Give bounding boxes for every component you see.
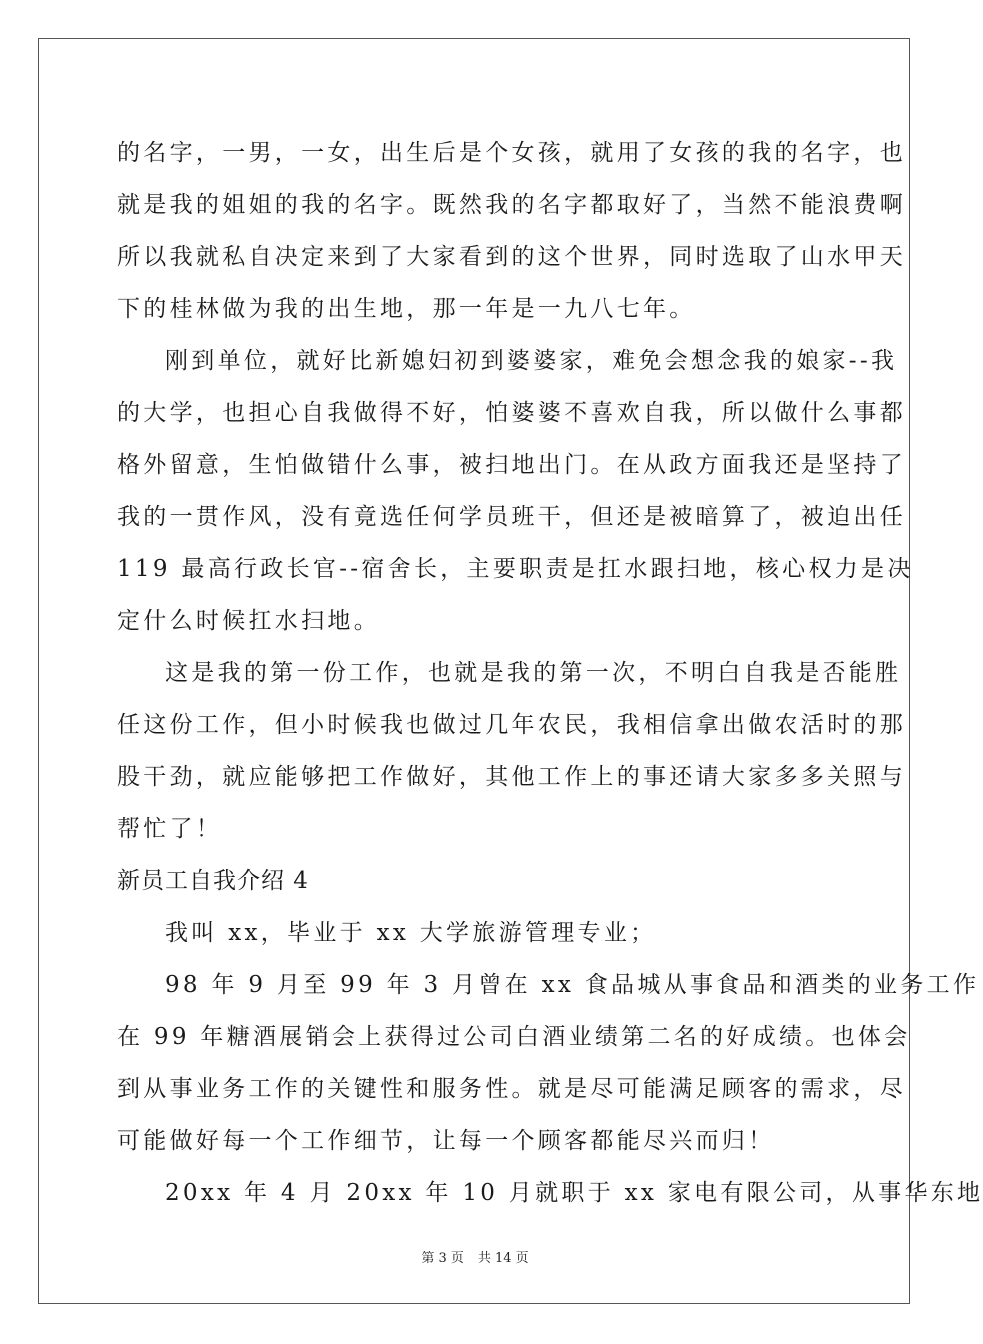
text-line: 就是我的姐姐的我的名字。既然我的名字都取好了，当然不能浪费啊 [117, 192, 906, 218]
text-line: 可能做好每一个工作细节，让每一个顾客都能尽兴而归！ [117, 1128, 775, 1154]
paragraph-start-line: 刚到单位，就好比新媳妇初到婆婆家，难免会想念我的娘家--我 [165, 348, 898, 374]
document-body [117, 127, 983, 1219]
text-line: 我的一贯作风，没有竟选任何学员班干，但还是被暗算了，被迫出任 [117, 504, 906, 530]
text-line: 的名字，一男，一女，出生后是个女孩，就用了女孩的我的名字，也 [117, 140, 906, 166]
text-line: 定什么时候扛水扫地。 [117, 608, 380, 634]
text-line: 任这份工作，但小时候我也做过几年农民，我相信拿出做农活时的那 [117, 712, 906, 738]
text-line: 格外留意，生怕做错什么事，被扫地出门。在从政方面我还是坚持了 [117, 452, 906, 478]
page-footer [0, 1247, 950, 1266]
text-line: 帮忙了！ [117, 816, 223, 842]
text-line: 到从事业务工作的关键性和服务性。就是尽可能满足顾客的需求，尽 [117, 1076, 906, 1102]
paragraph-start-line: 20xx 年 4 月 20xx 年 10 月就职于 xx 家电有限公司，从事华东地 [165, 1180, 983, 1206]
paragraph-start-line: 这是我的第一份工作，也就是我的第一次，不明白自我是否能胜 [165, 660, 902, 686]
text-line: 的大学，也担心自我做得不好，怕婆婆不喜欢自我，所以做什么事都 [117, 400, 906, 426]
paragraph-start-line: 98 年 9 月至 99 年 3 月曾在 xx 食品城从事食品和酒类的业务工作 [165, 972, 980, 998]
page-total: 共 14 页 [477, 1251, 529, 1266]
paragraph-start-line: 我叫 xx，毕业于 xx 大学旅游管理专业； [165, 920, 657, 946]
page-number: 第 3 页 [421, 1251, 464, 1266]
text-line: 股干劲，就应能够把工作做好，其他工作上的事还请大家多多关照与 [117, 764, 906, 790]
text-line: 所以我就私自决定来到了大家看到的这个世界，同时选取了山水甲天 [117, 244, 906, 270]
text-line: 119 最高行政长官--宿舍长，主要职责是扛水跟扫地，核心权力是决 [117, 556, 914, 582]
text-line: 在 99 年糖酒展销会上获得过公司白酒业绩第二名的好成绩。也体会 [117, 1024, 911, 1050]
section-heading: 新员工自我介绍 4 [117, 868, 309, 894]
text-line: 下的桂林做为我的出生地，那一年是一九八七年。 [117, 296, 696, 322]
